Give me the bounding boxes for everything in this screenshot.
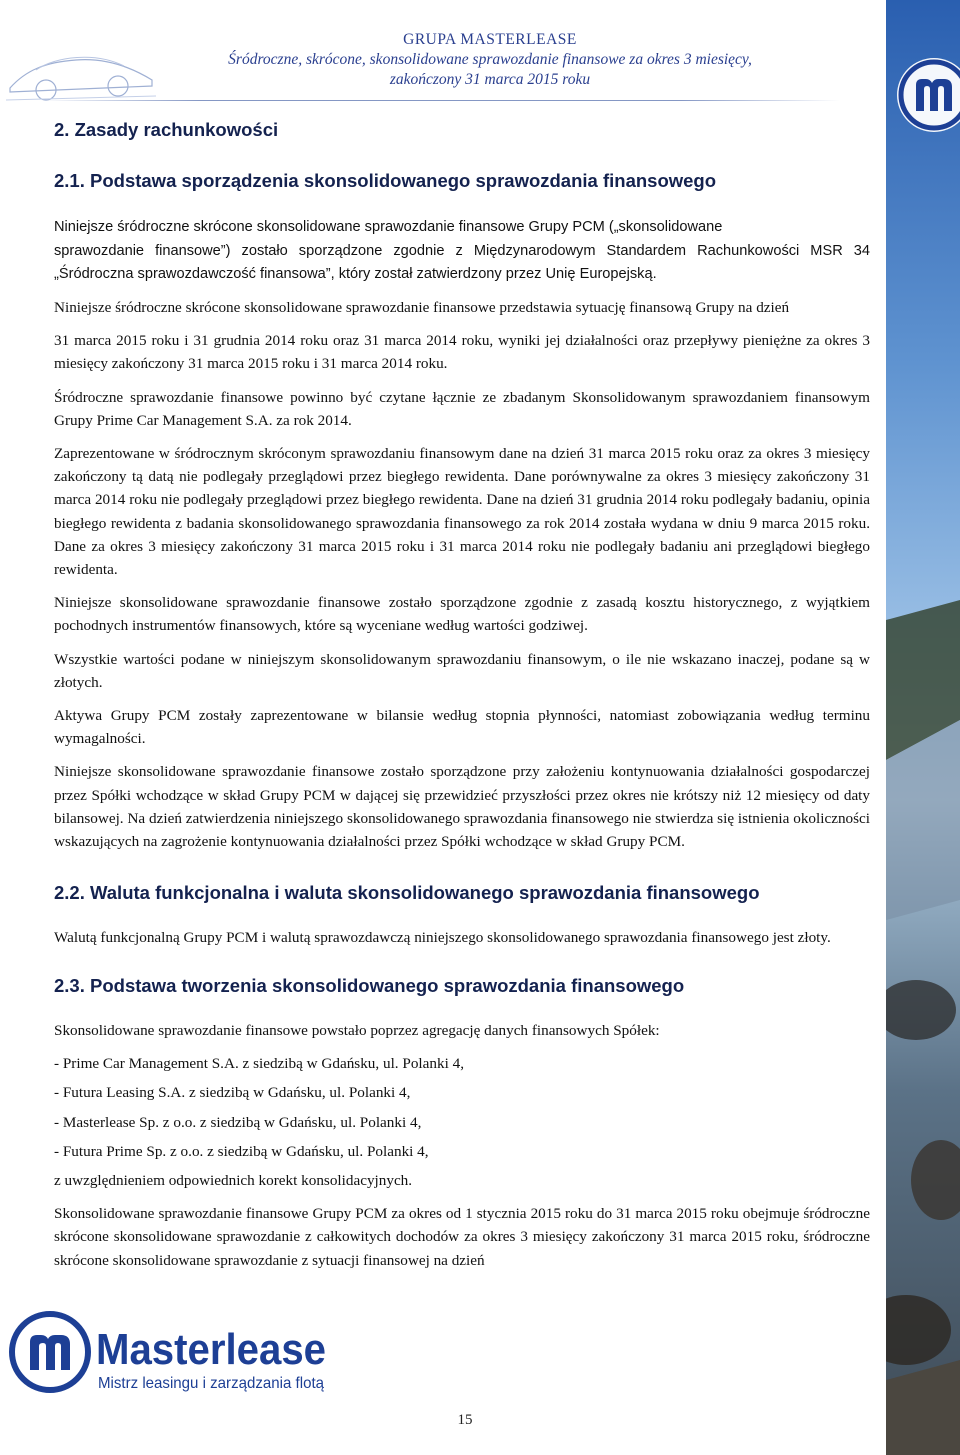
- section-title-2-1: 2.1. Podstawa sporządzenia skonsolidowanego sprawozdania finansowego: [54, 170, 717, 192]
- paragraph-2a: Niniejsze śródroczne skrócone skonsolidowane sprawozdanie finansowe przedstawia sytuację finansową Grupy na dzień: [54, 299, 790, 317]
- document-body: [54, 118, 870, 1282]
- brand-logo-icon: [894, 55, 960, 140]
- paragraph-9: Walutą funkcjonalną Grupy PCM i walutą sprawozdawczą niniejszego skonsolidowanego sprawozdania finansowego jest złoty.: [54, 929, 831, 947]
- list-item: - Masterlease Sp. z o.o. z siedzibą w Gdańsku, ul. Polanki 4,: [54, 1113, 422, 1131]
- paragraph-10: Skonsolidowane sprawozdanie finansowe powstało poprzez agregację danych finansowych Spółek:: [54, 1021, 660, 1039]
- paragraph-1a: Niniejsze śródroczne skrócone skonsolidowane sprawozdanie finansowe Grupy PCM („skonsolidowane: [54, 219, 723, 236]
- section-title-2: 2. Zasady rachunkowości: [54, 119, 279, 140]
- paragraph-3: Śródroczne sprawozdanie finansowe powinno być czytane łącznie ze zbadanym Skonsolidowanym sprawozdaniem finansowym Grupy Prime Car Management S.A. za rok 2014.: [54, 388, 870, 429]
- paragraph-8: Niniejsze skonsolidowane sprawozdanie finansowe zostało sporządzone przy założeniu kontynuowania działalności gospodarczej przez Spółki wchodzące w skład Grupy PCM w dającej się przewidzieć przyszłości przez okres nie krótszy niż 12 miesięcy od daty bilansowej. Na dzień zatwierdzenia niniejszego skonsolidowanego sprawozdania finansowego nie stwierdza się istnienia okoliczności wskazujących na zagrożenie kontynuowania działalności przez Spółki wchodzące w skład Grupy PCM.: [54, 763, 870, 851]
- paragraph-7: Aktywa Grupy PCM zostały zaprezentowane w bilansie według stopnia płynności, natomiast zobowiązania według terminu wymagalności.: [54, 707, 870, 748]
- company-list: [54, 1052, 870, 1163]
- paragraph-11: z uwzględnieniem odpowiednich korekt konsolidacyjnych.: [54, 1171, 413, 1189]
- document-header: [170, 30, 810, 90]
- list-item: - Prime Car Management S.A. z siedzibą w Gdańsku, ul. Polanki 4,: [54, 1055, 464, 1073]
- paragraph-1b: sprawozdanie finansowe”) zostało sporządzone zgodnie z Międzynarodowym Standardem Rachunkowości MSR 34 „Śródroczna sprawozdawczość finansowa”, który został zatwierdzony przez Unię Europejską.: [54, 242, 870, 282]
- paragraph-2b: 31 marca 2015 roku i 31 grudnia 2014 roku oraz 31 marca 2014 roku, wyniki jej działalności oraz przepływy pieniężne za okres 3 miesięcy zakończony 31 marca 2015 roku i 31 marca 2014 roku.: [54, 332, 870, 373]
- header-divider: [40, 100, 840, 101]
- footer-brand-logo: [6, 1306, 336, 1406]
- list-item: - Futura Leasing S.A. z siedzibą w Gdańsku, ul. Polanki 4,: [54, 1084, 411, 1102]
- section-title-2-2: 2.2. Waluta funkcjonalna i waluta skonsolidowanego sprawozdania finansowego: [54, 882, 760, 904]
- footer-tagline: Mistrz leasingu i zarządzania flotą: [98, 1375, 325, 1392]
- list-item: - Futura Prime Sp. z o.o. z siedzibą w Gdańsku, ul. Polanki 4,: [54, 1142, 429, 1160]
- page-number: 15: [457, 1412, 473, 1428]
- paragraph-5: Niniejsze skonsolidowane sprawozdanie finansowe zostało sporządzone zgodnie z zasadą kosztu historycznego, z wyjątkiem pochodnych instrumentów finansowych, które są wyceniane według wartości godziwej.: [54, 594, 870, 635]
- header-title-line1: Śródroczne, skrócone, skonsolidowane sprawozdanie finansowe za okres 3 miesięcy,: [228, 51, 752, 68]
- decorative-photo-strip: [886, 0, 960, 1455]
- header-title-line2: zakończony 31 marca 2015 roku: [389, 71, 591, 88]
- paragraph-12: Skonsolidowane sprawozdanie finansowe Grupy PCM za okres od 1 stycznia 2015 roku do 31 marca 2015 roku obejmuje śródroczne skrócone skonsolidowane sprawozdanie z całkowitych dochodów za okres 3 miesięcy zakończony 31 marca 2015 roku, śródroczne skrócone skonsolidowane sprawozdanie z sytuacji finansowej na dzień: [54, 1205, 870, 1269]
- paragraph-6: Wszystkie wartości podane w niniejszym skonsolidowanym sprawozdaniu finansowym, o ile nie wskazano inaczej, podane są w złotych.: [54, 650, 870, 691]
- header-company: GRUPA MASTERLEASE: [403, 31, 577, 48]
- section-title-2-3: 2.3. Podstawa tworzenia skonsolidowanego sprawozdania finansowego: [54, 974, 685, 996]
- footer-brand-name: Masterlease: [96, 1325, 326, 1374]
- paragraph-4: Zaprezentowane w śródrocznym skróconym sprawozdaniu finansowym dane na dzień 31 marca 2015 roku oraz za okres 3 miesięcy zakończony tą datą nie podlegały przeglądowi przez biegłego rewidenta. Dane porównywalne za okres 3 miesięcy zakończony 31 marca 2014 roku nie podlegały przeglądowi przez biegłego rewidenta. Dane na dzień 31 grudnia 2014 roku podlegały badaniu, opinia biegłego rewidenta z badania skonsolidowanego sprawozdania finansowego za rok 2014 została wydana w dniu 9 marca 2015 roku. Dane za okres 3 miesięcy zakończony 31 marca 2015 roku i 31 marca 2014 roku nie podlegały badaniu ani przeglądowi biegłego rewidenta.: [54, 445, 870, 579]
